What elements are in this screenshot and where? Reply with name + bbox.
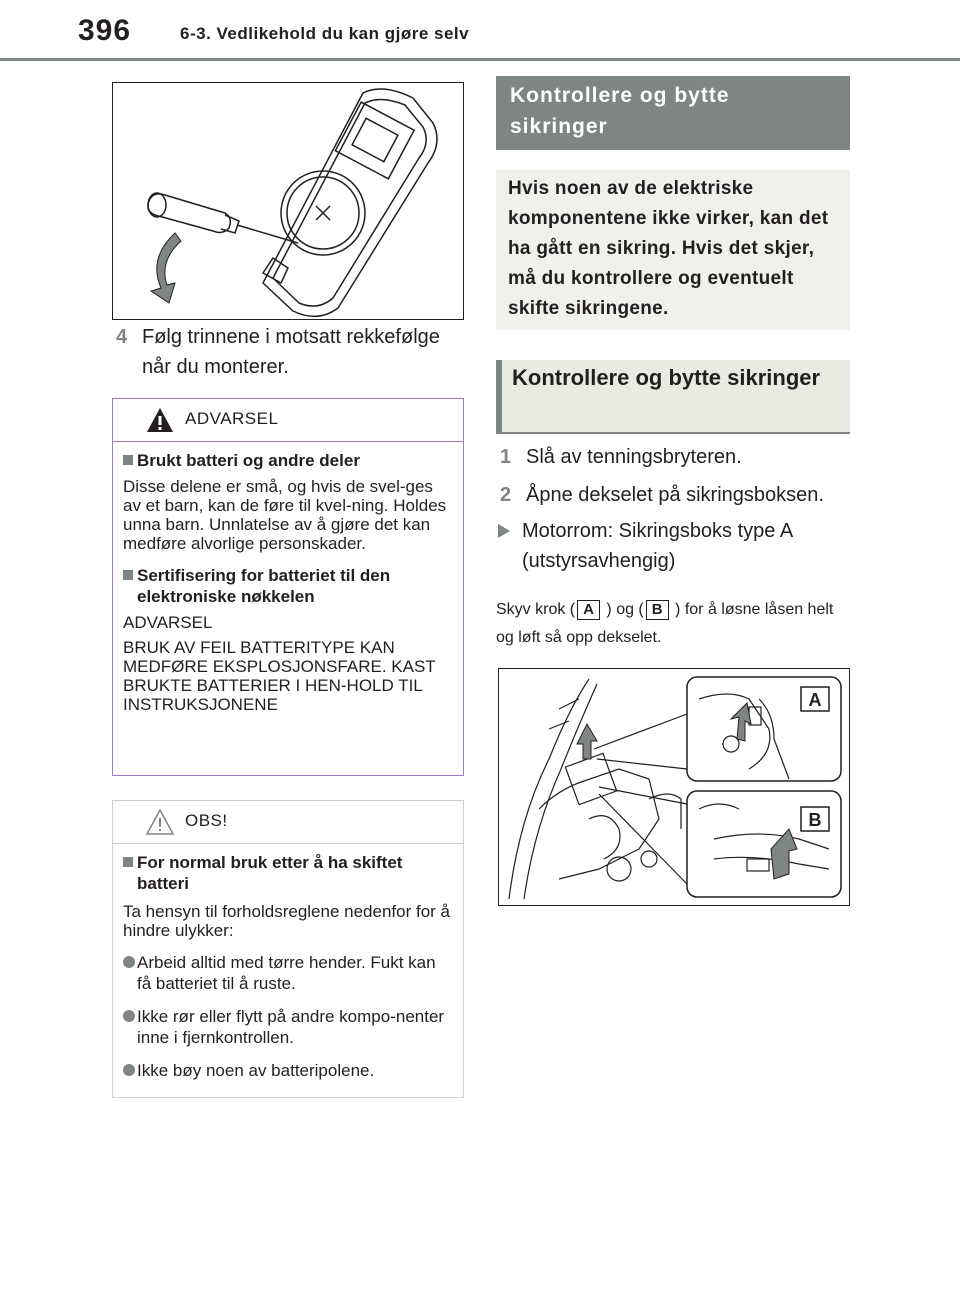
caution-triangle-icon xyxy=(145,808,175,836)
engine-drawing xyxy=(499,669,849,905)
section-heading-text: Kontrollere og bytte sikringer xyxy=(512,365,821,390)
intro-text: Hvis noen av de elektriske komponentene ikke virker, kan det ha gått en sikring. Hvis det skjer, må du kontrollere og eventuelt skifte sikringene. xyxy=(508,178,829,319)
step-text: Slå av tenningsbryteren. xyxy=(526,446,742,468)
step-2 xyxy=(500,480,850,510)
notice-box xyxy=(112,800,464,1098)
header-rule xyxy=(0,58,960,61)
label-a-badge: A xyxy=(577,600,600,620)
warning-triangle-icon xyxy=(145,406,175,434)
warning-paragraph: Disse delene er små, og hvis de svel-ges av et barn, kan de føre til kvel-ning. Holdes unna barn. Unnlatelse av å gjøre det kan medføre alvorlige personskader. xyxy=(123,477,447,553)
warning-header xyxy=(113,399,463,442)
engine-compartment-illustration xyxy=(498,668,850,906)
step-number: 2 xyxy=(500,484,512,506)
step-text: Følg trinnene i motsatt rekkefølge når du monterer. xyxy=(142,326,440,378)
warning-paragraph: BRUK AV FEIL BATTERITYPE KAN MEDFØRE EKSPLOSJONSFARE. KAST BRUKTE BATTERIER I HEN-HOLD TIL INSTRUKSJONENE xyxy=(123,638,436,714)
step-4 xyxy=(116,322,466,382)
step-number: 1 xyxy=(500,446,512,468)
note-part: ) for å løsne låsen helt og løft så opp dekselet. xyxy=(496,601,834,646)
notice-bullet: Ikke rør eller flytt på andre kompo-nenter inne i fjernkontrollen. xyxy=(123,1006,453,1048)
step-number: 4 xyxy=(116,326,128,348)
notice-paragraph: Ta hensyn til forholdsreglene nedenfor for å hindre ulykker: xyxy=(123,902,450,940)
notice-bullet: Ikke bøy noen av batteripolene. xyxy=(123,1060,453,1081)
step-text: Åpne dekselet på sikringsboksen. xyxy=(526,484,824,506)
notice-header xyxy=(113,801,463,844)
notice-bullet: Arbeid alltid med tørre hender. Fukt kan få batteriet til å ruste. xyxy=(123,952,453,994)
key-fob-drawing xyxy=(113,83,463,319)
section-title: 6-3. Vedlikehold du kan gjøre selv xyxy=(180,24,470,43)
label-b-badge: B xyxy=(646,600,669,620)
warning-title: ADVARSEL xyxy=(185,409,279,428)
section-banner xyxy=(496,76,850,150)
intro-box xyxy=(496,170,850,330)
notice-title: OBS! xyxy=(185,811,228,830)
section-heading xyxy=(496,360,850,434)
banner-title: Kontrollere og bytte sikringer xyxy=(510,84,730,138)
figure-label-a: A xyxy=(808,690,822,710)
arrow-list-item: Motorrom: Sikringsboks type A (utstyrsavhengig) xyxy=(496,516,852,576)
warning-paragraph: ADVARSEL xyxy=(123,613,213,632)
note-part: ) og ( xyxy=(601,601,644,618)
key-fob-illustration xyxy=(112,82,464,320)
figure-label-b: B xyxy=(808,810,822,830)
warning-subheading: Brukt batteri og andre deler xyxy=(123,450,453,471)
warning-subheading: Sertifisering for batteriet til den elektroniske nøkkelen xyxy=(123,565,453,607)
instruction-note xyxy=(496,596,846,652)
notice-subheading: For normal bruk etter å ha skiftet batteri xyxy=(123,852,453,894)
note-part: Skyv krok ( xyxy=(496,601,576,618)
warning-box xyxy=(112,398,464,776)
step-1 xyxy=(500,442,850,472)
page-number: 396 xyxy=(78,14,132,47)
